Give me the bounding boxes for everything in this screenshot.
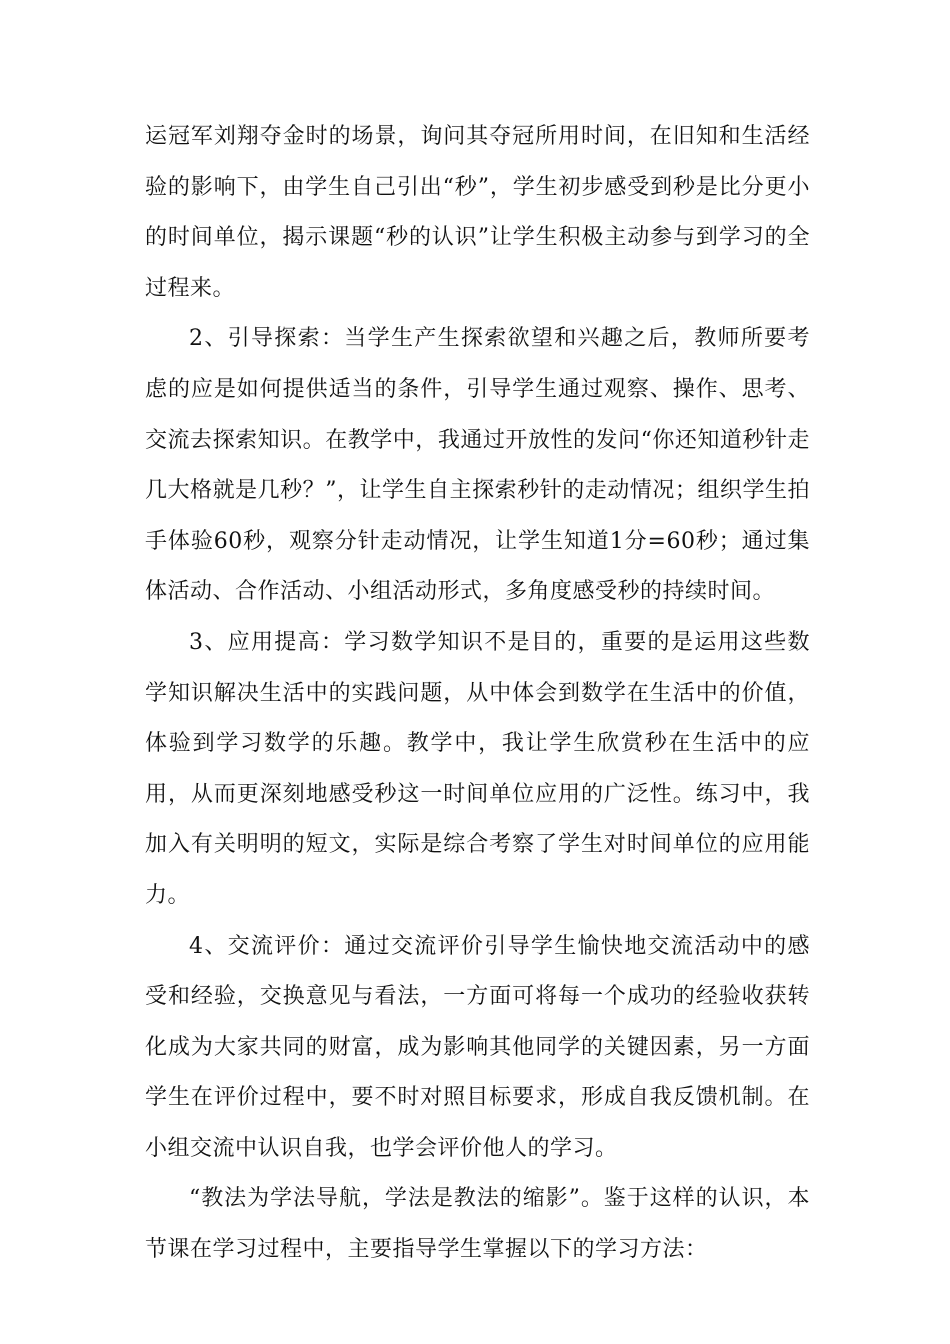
paragraph-intro-continuation: 运冠军刘翔夺金时的场景，询问其夺冠所用时间，在旧知和生活经验的影响下，由学生自己引出“秒”，学生初步感受到秒是比分更小的时间单位，揭示课题“秒的认识”让学生积极主动参与到学习的全过程来。 bbox=[145, 124, 810, 301]
paragraph-evaluation: 4、交流评价：通过交流评价引导学生愉快地交流活动中的感受和经验，交换意见与看法，一方面可将每一个成功的经验收获转化成为大家共同的财富，成为影响其他同学的关键因素，另一方面学生在评价过程中，要不时对照目标要求，形成自我反馈机制。在小组交流中认识自我，也学会评价他人的学习。 bbox=[145, 933, 810, 1161]
paragraph-learning-methods: “教法为学法导航，学法是教法的缩影”。鉴于这样的认识，本节课在学习过程中，主要指导学生掌握以下的学习方法： bbox=[145, 1186, 810, 1263]
paragraph-application: 3、应用提高：学习数学知识不是目的，重要的是运用这些数学知识解决生活中的实践问题，从中体会到数学在生活中的价值，体验到学习数学的乐趣。教学中，我让学生欣赏秒在生活中的应用，从而更深刻地感受秒这一时间单位应用的广泛性。练习中，我加入有关明明的短文，实际是综合考察了学生对时间单位的应用能力。 bbox=[145, 629, 810, 908]
paragraph-guided-exploration: 2、引导探索：当学生产生探索欲望和兴趣之后，教师所要考虑的应是如何提供适当的条件，引导学生通过观察、操作、思考、交流去探索知识。在教学中，我通过开放性的发问“你还知道秒针走几大格就是几秒？”，让学生自主探索秒针的走动情况；组织学生拍手体验60秒，观察分针走动情况，让学生知道1分=60秒；通过集体活动、合作活动、小组活动形式，多角度感受秒的持续时间。 bbox=[145, 326, 810, 605]
document-body bbox=[145, 112, 810, 1276]
